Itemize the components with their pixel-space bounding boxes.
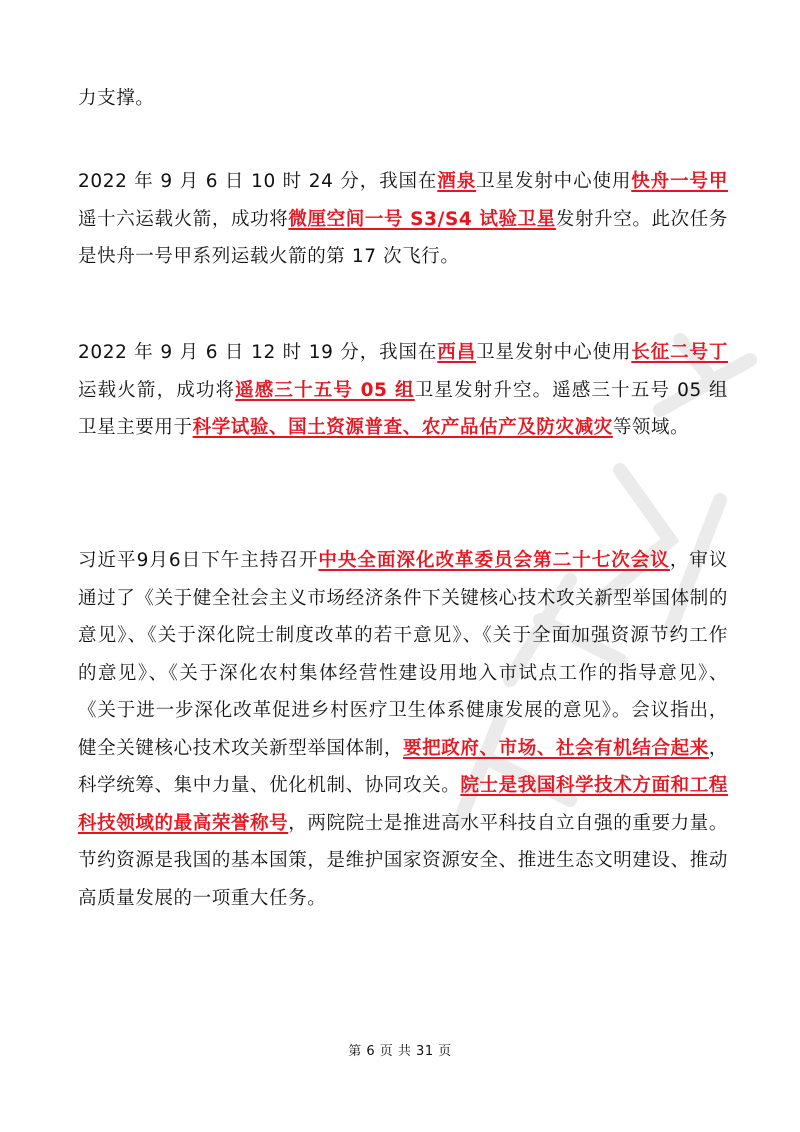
text-run: 卫星发射中心使用 <box>476 171 632 192</box>
text-run: 发射升空。此次任务是快舟一号甲系列运载火箭的第 17 次飞行。 <box>78 208 729 267</box>
paragraph-xichang-launch <box>78 334 728 447</box>
text-run: 2022 年 9 月 6 日 10 时 24 分，我国在 <box>78 171 438 192</box>
text-run: ，科学统筹、集中力量、优化机制、协同攻关。 <box>78 737 728 796</box>
highlighted-phrase: 快舟一号甲 <box>631 171 728 192</box>
paragraph-reform-meeting <box>78 542 728 917</box>
text-run: ，两院院士是推进高水平科技自立自强的重要力量。节约资源是我国的基本国策，是维护国家资源安全、推进生态文明建设、推动高质量发展的一项重大任务。 <box>78 812 728 909</box>
text-run: 运载火箭，成功将 <box>78 379 236 401</box>
highlighted-phrase: 长征二号丁 <box>631 342 728 363</box>
text-run: 2022 年 9 月 6 日 12 时 19 分，我国在 <box>78 342 438 363</box>
text-run: 卫星发射升空。遥感三十五号 05 组卫星主要用于 <box>78 379 728 438</box>
highlighted-phrase: 遥感三十五号 05 组 <box>235 379 415 401</box>
paragraph-intro-tail <box>78 80 728 118</box>
text-run: 力支撑。 <box>78 88 155 109</box>
highlighted-phrase: 要把政府、市场、社会有机结合起来 <box>403 737 709 759</box>
page-footer: 第 6 页 共 31 页 <box>348 1044 452 1059</box>
paragraph-jiuquan-launch <box>78 163 728 276</box>
highlighted-phrase: 西昌 <box>437 342 477 363</box>
text-run: 遥十六运载火箭，成功将 <box>78 208 289 230</box>
highlighted-phrase: 中央全面深化改革委员会第二十七次会议 <box>318 550 670 571</box>
text-run: 卫星发射中心使用 <box>476 342 632 363</box>
highlighted-phrase: 微厘空间一号 S3/S4 试验卫星 <box>288 208 556 230</box>
highlighted-phrase: 院士是我国科学技术方面和工程科技领域的最高荣誉称号 <box>78 775 728 834</box>
text-run: 习近平9月6日下午主持召开 <box>78 550 319 571</box>
text-run: ，审议通过了《关于健全社会主义市场经济条件下关键核心技术攻关新型举国体制的意见》、《关于深化院士制度改革的若干意见》、《关于全面加强资源节约工作的意见》、《关于深化农村集体经营性建设用地入市试点工作的指导意见》、《关于进一步深化改革促进乡村医疗卫生体系健康发展的意见》。会议指出，健全关键核心技术攻关新型举国体制， <box>78 550 728 759</box>
highlighted-phrase: 酒泉 <box>437 171 477 192</box>
highlighted-phrase: 科学试验、国土资源普查、农产品估产及防灾减灾 <box>192 417 613 438</box>
text-run: 等领域。 <box>612 417 690 438</box>
